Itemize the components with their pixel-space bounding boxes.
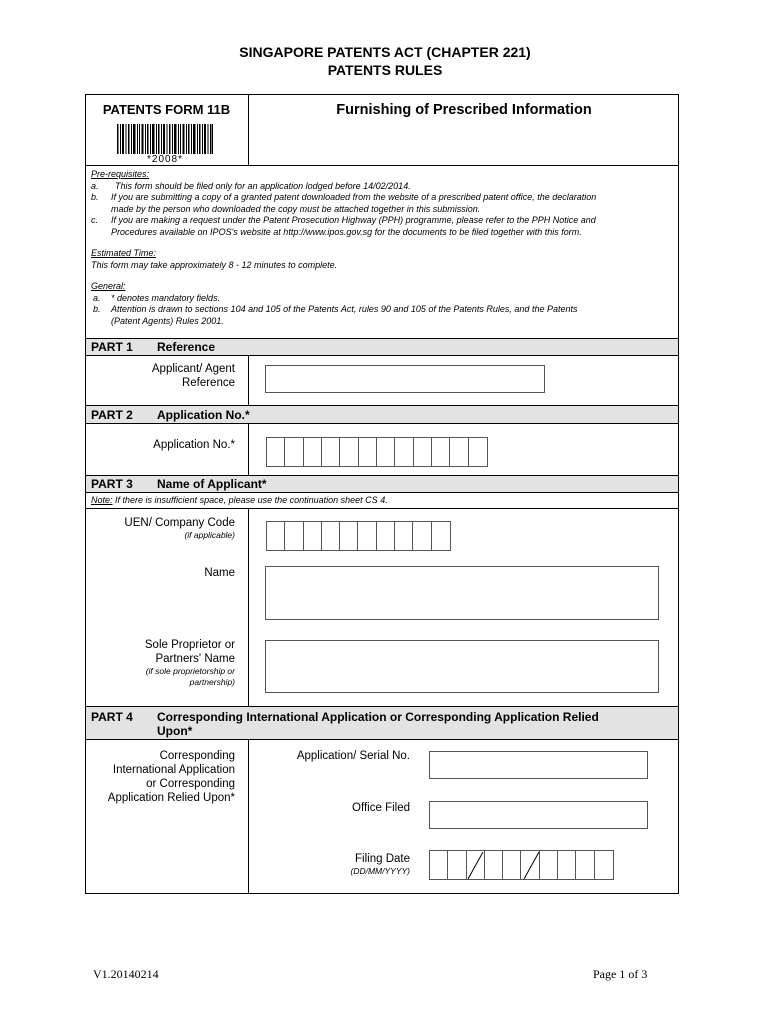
document-subtitle: PATENTS RULES: [327, 62, 443, 78]
general-marker-b: b.: [93, 304, 101, 314]
part4-divider: [248, 739, 249, 894]
corresponding-label-line3: or Corresponding: [146, 778, 235, 790]
barcode-text: *2008*: [146, 154, 184, 165]
part2-divider: [248, 423, 249, 475]
part4-title: [157, 710, 599, 738]
part4-title-line2: Upon*: [157, 724, 193, 738]
filing-date-label: Filing Date: [355, 853, 410, 865]
part1-divider: [248, 355, 249, 405]
part3-note-bottom: [85, 508, 679, 509]
prereq-marker-c: c.: [91, 215, 99, 225]
filing-date-format: (DD/MM/YYYY): [350, 866, 410, 876]
part3-note-text: If there is insufficient space, please use the continuation sheet CS 4.: [115, 495, 388, 505]
part2-header: [86, 406, 678, 423]
application-no-label: Application No.*: [153, 439, 235, 451]
part1-header: [86, 339, 678, 355]
corresponding-app-label: [90, 749, 235, 805]
form-number: PATENTS FORM 11B: [102, 102, 231, 117]
prereq-item-c-cont: Procedures available on IPOS's website at http://www.ipos.gov.sg for the documents to be filed together with this form.: [111, 226, 582, 237]
prereq-item-a: This form should be filed only for an application lodged before 14/02/2014.: [115, 180, 411, 191]
version-footer: V1.20140214: [93, 967, 159, 981]
serial-no-input[interactable]: [429, 751, 648, 779]
instructions: [91, 169, 676, 327]
estimated-time-text: This form may take approximately 8 - 12 minutes to complete.: [91, 259, 338, 270]
name-input[interactable]: [265, 566, 659, 620]
sole-sub-line2: partnership): [189, 677, 235, 687]
part1-bar-bottom: [85, 355, 679, 356]
part3-number: PART 3: [91, 477, 133, 491]
reference-label-line2: Reference: [181, 377, 235, 389]
general-heading: General:: [91, 281, 126, 291]
prereq-marker-b: b.: [91, 192, 99, 202]
serial-no-label: Application/ Serial No.: [296, 750, 410, 762]
corresponding-label-line4: Application Relied Upon*: [107, 792, 235, 804]
part3-divider: [248, 508, 249, 706]
part3-bar-bottom: [85, 492, 679, 493]
general-item-b: Attention is drawn to sections 104 and 105 of the Patents Act, rules 90 and 105 of the Patents Rules, and the Patents: [111, 304, 578, 314]
part3-note-label: Note:: [91, 495, 113, 505]
part2-number: PART 2: [91, 408, 133, 422]
part2-title: Application No.*: [157, 408, 250, 422]
sole-label-line1: Sole Proprietor or: [144, 639, 235, 651]
part2-bar-bottom: [85, 423, 679, 424]
sole-proprietor-sub: [90, 666, 235, 688]
prereq-item-b-cont: made by the person who downloaded the copy must be attached together in this submission.: [111, 203, 481, 214]
form-title: Furnishing of Prescribed Information: [336, 102, 592, 118]
sole-proprietor-input[interactable]: [265, 640, 659, 693]
document-title: SINGAPORE PATENTS ACT (CHAPTER 221): [239, 44, 531, 60]
prerequisites-heading: Pre-requisites:: [91, 169, 150, 179]
part4-title-line1: Corresponding International Application or Corresponding Application Relied: [157, 710, 599, 724]
reference-label-line1: Applicant/ Agent: [151, 363, 235, 375]
part3-header: [86, 476, 678, 492]
uen-input[interactable]: [266, 521, 451, 551]
prereq-item-b: If you are submitting a copy of a granted patent downloaded from the website of a prescribed patent office, the declaration: [111, 192, 597, 202]
corresponding-label-line1: Corresponding: [159, 750, 235, 762]
sole-sub-line1: (if sole proprietorship or: [145, 666, 235, 676]
part4-bar-bottom: [85, 739, 679, 740]
sole-proprietor-label: [90, 638, 235, 666]
part1-title: Reference: [157, 340, 216, 354]
part1-number: PART 1: [91, 340, 133, 354]
part3-title: Name of Applicant*: [157, 477, 267, 491]
reference-label: [90, 362, 235, 390]
general-marker-a: a.: [93, 292, 101, 303]
prereq-marker-a: a.: [91, 180, 99, 191]
sole-label-line2: Partners' Name: [155, 653, 235, 665]
corresponding-label-line2: International Application: [112, 764, 235, 776]
general-item-b-cont: (Patent Agents) Rules 2001.: [111, 315, 224, 326]
uen-label: UEN/ Company Code: [124, 517, 235, 529]
application-no-input[interactable]: [266, 437, 488, 467]
part3-note: [91, 495, 671, 507]
estimated-time-heading: Estimated Time:: [91, 248, 156, 258]
part4-number: PART 4: [91, 710, 133, 724]
name-label: Name: [204, 567, 235, 579]
barcode-graphic: [117, 124, 213, 154]
office-filed-label: Office Filed: [352, 802, 410, 814]
prereq-item-c: If you are making a request under the Patent Prosecution Highway (PPH) programme, please refer to the PPH Notice and: [111, 215, 596, 225]
part4-header: [86, 707, 678, 739]
uen-sub-label: (if applicable): [184, 530, 235, 540]
header-bottom-line: [85, 165, 679, 166]
office-filed-input[interactable]: [429, 801, 648, 829]
filing-date-slashes: [429, 850, 614, 880]
reference-input[interactable]: [265, 365, 545, 393]
general-item-a: * denotes mandatory fields.: [111, 292, 221, 303]
page-number: Page 1 of 3: [593, 967, 648, 981]
